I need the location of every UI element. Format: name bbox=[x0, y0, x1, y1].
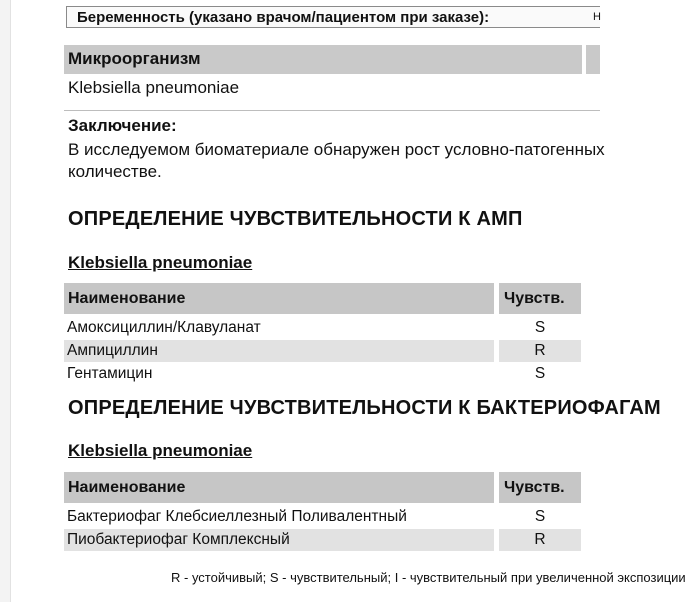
conclusion-line-1: В исследуемом биоматериале обнаружен рост условно-патогенных bbox=[68, 140, 605, 159]
amp-row-value: R bbox=[534, 342, 546, 359]
amp-organism-link[interactable]: Klebsiella pneumoniae bbox=[68, 253, 253, 272]
amp-row-value: S bbox=[534, 319, 546, 336]
phage-row-value: R bbox=[534, 531, 546, 548]
amp-row-name: Ампициллин bbox=[67, 342, 158, 359]
microorganism-header bbox=[64, 45, 582, 74]
amp-table-header-name bbox=[64, 283, 494, 314]
amp-row-value: S bbox=[534, 365, 546, 382]
amp-row-name: Амоксициллин/Клавуланат bbox=[67, 319, 261, 336]
amp-col-sens-label: Чувств. bbox=[504, 290, 565, 307]
phage-row-value: S bbox=[534, 508, 546, 525]
table-cell-sens bbox=[499, 340, 581, 362]
table-cell-sens bbox=[499, 363, 581, 385]
table-row bbox=[64, 340, 494, 362]
phage-col-sens-label: Чувств. bbox=[504, 479, 565, 496]
amp-col-name-label: Наименование bbox=[68, 290, 186, 307]
phage-table-header-name bbox=[64, 472, 494, 503]
table-cell-sens bbox=[499, 506, 581, 528]
legend-text: R - устойчивый; S - чувствительный; I - чувствительный при увеличенной экспозиции bbox=[171, 570, 686, 585]
conclusion-line-2: количестве. bbox=[68, 162, 162, 181]
table-row bbox=[64, 363, 494, 385]
pregnancy-row bbox=[66, 6, 600, 28]
table-cell-sens bbox=[499, 317, 581, 339]
microorganism-header-label: Микроорганизм bbox=[68, 49, 201, 68]
conclusion-title: Заключение: bbox=[68, 116, 177, 135]
table-row bbox=[64, 529, 494, 551]
page-edge bbox=[0, 0, 11, 602]
table-row bbox=[64, 317, 494, 339]
pregnancy-value: Н bbox=[593, 11, 601, 23]
conclusion-text bbox=[68, 139, 628, 183]
amp-table-header-sens bbox=[499, 283, 581, 314]
table-cell-sens bbox=[499, 529, 581, 551]
phage-row-name: Пиобактериофаг Комплексный bbox=[67, 531, 290, 548]
table-row bbox=[64, 506, 494, 528]
microorganism-header-extra-column bbox=[586, 45, 600, 74]
amp-row-name: Гентамицин bbox=[67, 365, 153, 382]
microorganism-value: Klebsiella pneumoniae bbox=[68, 78, 240, 97]
divider bbox=[64, 110, 600, 111]
phage-table-header-sens bbox=[499, 472, 581, 503]
amp-section-title: ОПРЕДЕЛЕНИЕ ЧУВСТВИТЕЛЬНОСТИ К АМП bbox=[68, 208, 523, 230]
phage-row-name: Бактериофаг Клебсиеллезный Поливалентный bbox=[67, 508, 407, 525]
pregnancy-label: Беременность (указано врачом/пациентом при заказе): bbox=[77, 9, 490, 26]
phage-section-title: ОПРЕДЕЛЕНИЕ ЧУВСТВИТЕЛЬНОСТИ К БАКТЕРИОФАГАМ bbox=[68, 397, 661, 419]
phage-organism-link[interactable]: Klebsiella pneumoniae bbox=[68, 441, 253, 460]
phage-col-name-label: Наименование bbox=[68, 479, 186, 496]
